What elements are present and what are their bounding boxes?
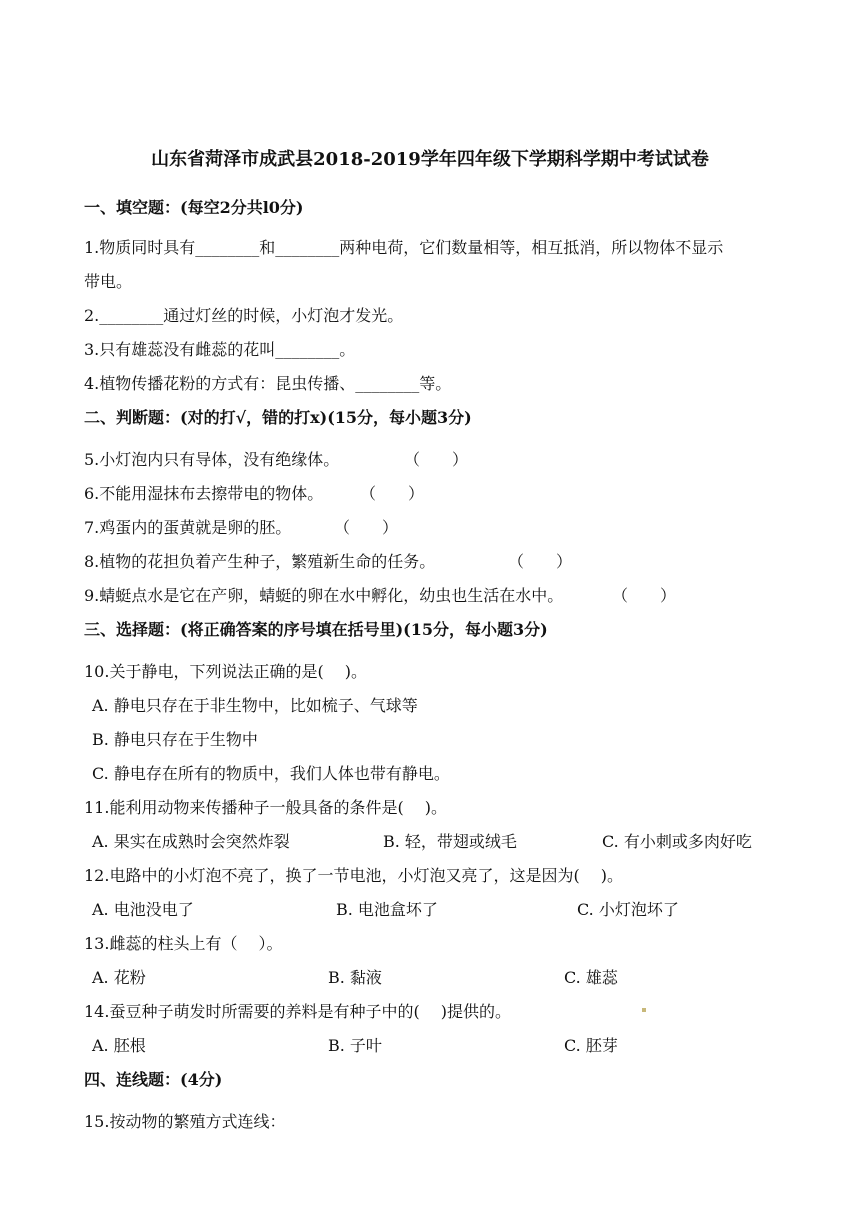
question-10-option-c: C. 静电存在所有的物质中，我们人体也带有静电。 bbox=[92, 764, 450, 783]
question-3: 3.只有雄蕊没有雌蕊的花叫________。 bbox=[84, 340, 356, 359]
question-7: 7.鸡蛋内的蛋黄就是卵的胚。 bbox=[84, 518, 292, 537]
section-matching: 四、连线题：(4分) bbox=[84, 1070, 223, 1089]
question-6: 6.不能用湿抹布去擦带电的物体。 bbox=[84, 484, 324, 503]
question-13: 13.雌蕊的柱头上有（ ）。 bbox=[84, 934, 283, 953]
question-10: 10.关于静电，下列说法正确的是( )。 bbox=[84, 662, 368, 681]
question-12-option-c: C. 小灯泡坏了 bbox=[577, 900, 679, 919]
question-10-option-a: A. 静电只存在于非生物中，比如梳子、气球等 bbox=[92, 696, 418, 715]
question-13-option-b: B. 黏液 bbox=[328, 968, 382, 987]
answer-paren-7: （ ） bbox=[334, 518, 399, 537]
question-13-option-a: A. 花粉 bbox=[92, 968, 146, 987]
question-14: 14.蚕豆种子萌发时所需要的养料是有种子中的( )提供的。 bbox=[84, 1002, 512, 1021]
question-9: 9.蜻蜓点水是它在产卵，蜻蜓的卵在水中孵化，幼虫也生活在水中。 bbox=[84, 586, 564, 605]
question-11-option-c: C. 有小刺或多肉好吃 bbox=[602, 832, 752, 851]
question-13-option-c: C. 雄蕊 bbox=[564, 968, 618, 987]
question-2: 2.________通过灯丝的时候，小灯泡才发光。 bbox=[84, 306, 404, 325]
question-10-option-b: B. 静电只存在于生物中 bbox=[92, 730, 258, 749]
section-fill-in: 一、填空题：(每空2分共l0分) bbox=[84, 198, 304, 217]
question-8: 8.植物的花担负着产生种子，繁殖新生命的任务。 bbox=[84, 552, 436, 571]
question-12: 12.电路中的小灯泡不亮了，换了一节电池，小灯泡又亮了，这是因为( )。 bbox=[84, 866, 624, 885]
question-5: 5.小灯泡内只有导体，没有绝缘体。 bbox=[84, 450, 340, 469]
question-12-option-b: B. 电池盒坏了 bbox=[336, 900, 438, 919]
section-true-false: 二、判断题：(对的打√，错的打x)(15分，每小题3分) bbox=[84, 408, 472, 427]
question-11-option-b: B. 轻，带翅或绒毛 bbox=[383, 832, 517, 851]
question-14-option-b: B. 子叶 bbox=[328, 1036, 382, 1055]
answer-paren-6: （ ） bbox=[360, 484, 425, 503]
answer-paren-5: （ ） bbox=[404, 450, 469, 469]
question-15: 15.按动物的繁殖方式连线： bbox=[84, 1112, 286, 1131]
question-1-line2: 带电。 bbox=[84, 272, 133, 291]
section-multiple-choice: 三、选择题：(将正确答案的序号填在括号里)(15分，每小题3分) bbox=[84, 620, 548, 639]
question-11: 11.能利用动物来传播种子一般具备的条件是( )。 bbox=[84, 798, 448, 817]
question-4: 4.植物传播花粉的方式有：昆虫传播、________等。 bbox=[84, 374, 452, 393]
scan-speck bbox=[642, 1008, 646, 1012]
question-12-option-a: A. 电池没电了 bbox=[92, 900, 194, 919]
answer-paren-8: （ ） bbox=[508, 552, 573, 571]
exam-title: 山东省菏泽市成武县2018-2019学年四年级下学期科学期中考试试卷 bbox=[151, 149, 709, 170]
question-14-option-a: A. 胚根 bbox=[92, 1036, 146, 1055]
question-14-option-c: C. 胚芽 bbox=[564, 1036, 618, 1055]
answer-paren-9: （ ） bbox=[612, 586, 677, 605]
question-1-line1: 1.物质同时具有________和________两种电荷，它们数量相等，相互抵消，所以物体不显示 bbox=[84, 238, 724, 257]
question-11-option-a: A. 果实在成熟时会突然炸裂 bbox=[92, 832, 290, 851]
